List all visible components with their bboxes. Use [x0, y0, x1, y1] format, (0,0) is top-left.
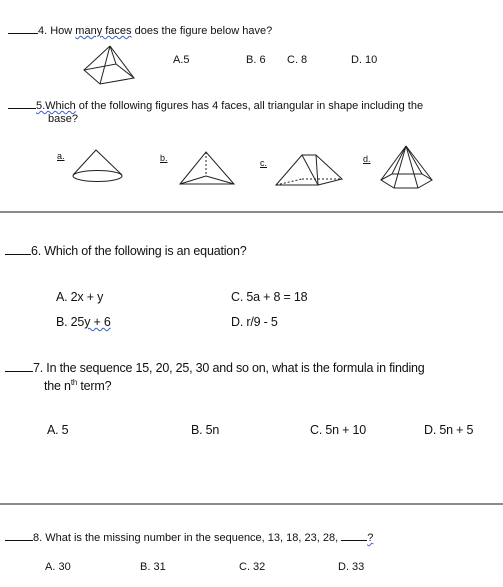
q6-option-c[interactable]: C. 5a + 8 = 18 — [231, 290, 308, 304]
q5-label-a[interactable]: a. — [57, 151, 65, 161]
q4-option-a[interactable]: A.5 — [173, 54, 190, 66]
answer-blank[interactable] — [5, 362, 33, 372]
pyramid-figure-icon — [80, 44, 140, 86]
missing-number-blank[interactable] — [341, 531, 367, 541]
q6-question: 6. Which of the following is an equation? — [5, 244, 247, 258]
q4-option-c[interactable]: C. 8 — [287, 54, 308, 66]
q8-option-b[interactable]: B. 31 — [140, 561, 166, 573]
q7-question-line2: the $n^{th}$ term? — [44, 378, 112, 394]
q6-option-b[interactable]: B. 25y + 6 — [56, 315, 111, 329]
q6-option-a[interactable]: A. 2x + y — [56, 290, 104, 304]
q5-label-b[interactable]: b. — [160, 153, 168, 163]
triangular-pyramid-figure-icon — [176, 150, 238, 192]
q7-option-c[interactable]: C. 5n + 10 — [310, 423, 367, 437]
answer-blank[interactable] — [5, 531, 33, 541]
cone-figure-icon — [70, 148, 126, 188]
q4-option-b[interactable]: B. 6 — [246, 54, 266, 66]
q4-question: 4. How many faces does the figure below have? — [8, 24, 272, 37]
q8-option-c[interactable]: C. 32 — [239, 561, 266, 573]
answer-blank[interactable] — [8, 24, 38, 34]
q7-option-a[interactable]: A. 5 — [47, 423, 69, 437]
prism-figure-icon — [272, 151, 344, 189]
hexagonal-pyramid-figure-icon — [378, 144, 436, 192]
q6-option-d[interactable]: D. r/9 - 5 — [231, 315, 278, 329]
q8-option-d[interactable]: D. 33 — [338, 561, 365, 573]
section-divider — [0, 503, 503, 505]
q8-option-a[interactable]: A. 30 — [45, 561, 71, 573]
q7-question-line1: 7. In the sequence 15, 20, 25, 30 and so on, what is the formula in finding — [5, 361, 425, 375]
q5-label-d[interactable]: d. — [363, 154, 371, 164]
q4-option-d[interactable]: D. 10 — [351, 54, 378, 66]
q5-question-line2: base? — [48, 113, 78, 125]
section-divider — [0, 211, 503, 213]
q5-question-line1: 5.Which of the following figures has 4 faces, all triangular in shape including the — [8, 99, 423, 112]
q7-option-d[interactable]: D. 5n + 5 — [424, 423, 474, 437]
answer-blank[interactable] — [5, 245, 31, 255]
answer-blank[interactable] — [8, 99, 36, 109]
q8-question: 8. What is the missing number in the sequence, 13, 18, 23, 28, ? — [5, 531, 373, 544]
q7-option-b[interactable]: B. 5n — [191, 423, 220, 437]
q5-label-c[interactable]: c. — [260, 158, 268, 168]
